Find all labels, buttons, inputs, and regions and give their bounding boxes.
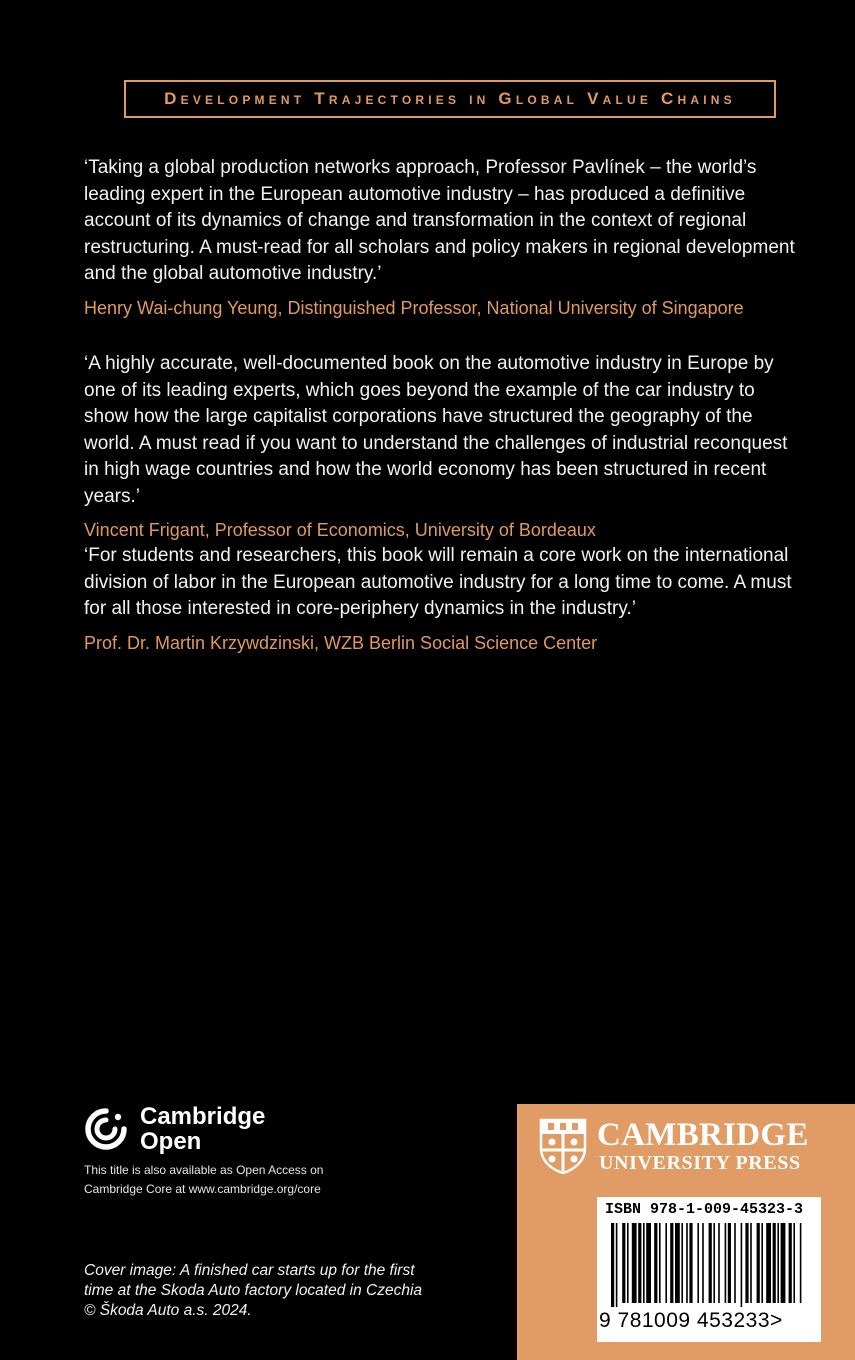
barcode-bars — [611, 1223, 807, 1307]
press-name-line2: UNIVERSITY PRESS — [599, 1152, 801, 1174]
barcode-bar — [622, 1223, 625, 1303]
endorsement-attribution: Henry Wai-chung Yeung, Distinguished Professor, National University of Singapore — [84, 297, 744, 318]
barcode-bar — [718, 1223, 720, 1303]
press-name — [597, 1118, 809, 1174]
barcode-bar — [697, 1223, 699, 1303]
barcode-box — [597, 1197, 821, 1342]
series-banner — [124, 80, 776, 118]
endorsement-attribution: Vincent Frigant, Professor of Economics, University of Bordeaux — [84, 520, 596, 540]
barcode-bar — [800, 1223, 802, 1303]
series-title: Development Trajectories in Global Value Chains — [164, 89, 736, 108]
open-logo-line1: Cambridge — [140, 1103, 266, 1130]
barcode-bar — [757, 1223, 760, 1303]
barcode-bar — [670, 1223, 673, 1303]
barcode-bar — [616, 1223, 618, 1307]
barcode-bar — [646, 1223, 651, 1303]
endorsement-quote: ‘A highly accurate, well-documented book on the automotive industry in Europe by one of its leading experts, which goes beyond the example of the car industry to show how the large capitalist corporations have structured the geography of the world. A must read if you want to understand the challenges of industrial reconquest in high wage countries and how the world economy has been structured in recent years.’ — [84, 353, 788, 507]
cambridge-open-icon — [84, 1107, 128, 1151]
endorsement-quote: ‘Taking a global production networks approach, Professor Pavlínek – the world’s leading expert in the European automotive industry – has produced a definitive account of its dynamics of change and transformation in the context of regional restructuring. A must-read for all scholars and policy makers in regional development and the global automotive industry.’ — [84, 157, 795, 284]
barcode-bar — [702, 1223, 704, 1303]
barcode-arrow: > — [770, 1309, 783, 1332]
endorsement-1 — [84, 155, 796, 321]
barcode-bar — [611, 1223, 614, 1307]
barcode-digits — [599, 1309, 783, 1333]
barcode-bar — [681, 1223, 683, 1303]
endorsement-2 — [84, 351, 796, 543]
endorsement-3 — [84, 543, 796, 656]
barcode-bar — [734, 1223, 736, 1303]
barcode-bar — [665, 1223, 667, 1303]
publisher-panel — [517, 1104, 855, 1360]
endorsement-quote: ‘For students and researchers, this book will remain a core work on the international division of labor in the European automotive industry for a long time to come. A must for all those interested in core-periphery dynamics in the industry.’ — [84, 545, 792, 619]
barcode-bar — [761, 1223, 763, 1303]
barcode-bar — [750, 1223, 752, 1303]
isbn-text: ISBN 978-1-009-45323-3 — [605, 1201, 804, 1218]
cambridge-crest-icon — [539, 1118, 587, 1174]
barcode-bar — [675, 1223, 680, 1303]
barcode-bar — [773, 1223, 776, 1303]
barcode-bar — [766, 1223, 771, 1303]
barcode-bar — [728, 1223, 731, 1303]
barcode-bar — [638, 1223, 641, 1303]
barcode-bar — [725, 1223, 727, 1303]
press-name-line1: CAMBRIDGE — [597, 1117, 809, 1153]
barcode-bar — [659, 1223, 661, 1303]
barcode-bar — [654, 1223, 657, 1303]
endorsement-attribution: Prof. Dr. Martin Krzywdzinski, WZB Berlin Social Science Center — [84, 632, 598, 653]
cambridge-open-logo — [84, 1104, 265, 1154]
barcode-bar — [686, 1223, 688, 1303]
barcode-bar — [713, 1223, 715, 1303]
barcode-bar — [741, 1223, 743, 1307]
barcode-bar — [643, 1223, 645, 1303]
barcode-bar — [777, 1223, 779, 1303]
barcode-bar — [781, 1223, 786, 1303]
open-logo-line2: Open — [140, 1128, 202, 1155]
barcode-bar — [793, 1223, 795, 1303]
barcode-bar — [745, 1223, 748, 1303]
barcode-bar — [789, 1223, 792, 1303]
barcode-bar — [627, 1223, 629, 1303]
barcode-number: 9 781009 453233 — [599, 1309, 770, 1332]
cover-image-credit: Cover image: A finished car starts up for the first time at the Skoda Auto factory located in Czechia © Škoda Auto a.s. 2024. — [84, 1262, 423, 1319]
barcode-bar — [689, 1223, 692, 1303]
open-access-note: This title is also available as Open Access on Cambridge Core at www.cambridge.org/core — [84, 1163, 324, 1196]
barcode-bar — [632, 1223, 637, 1303]
barcode-bar — [709, 1223, 712, 1303]
